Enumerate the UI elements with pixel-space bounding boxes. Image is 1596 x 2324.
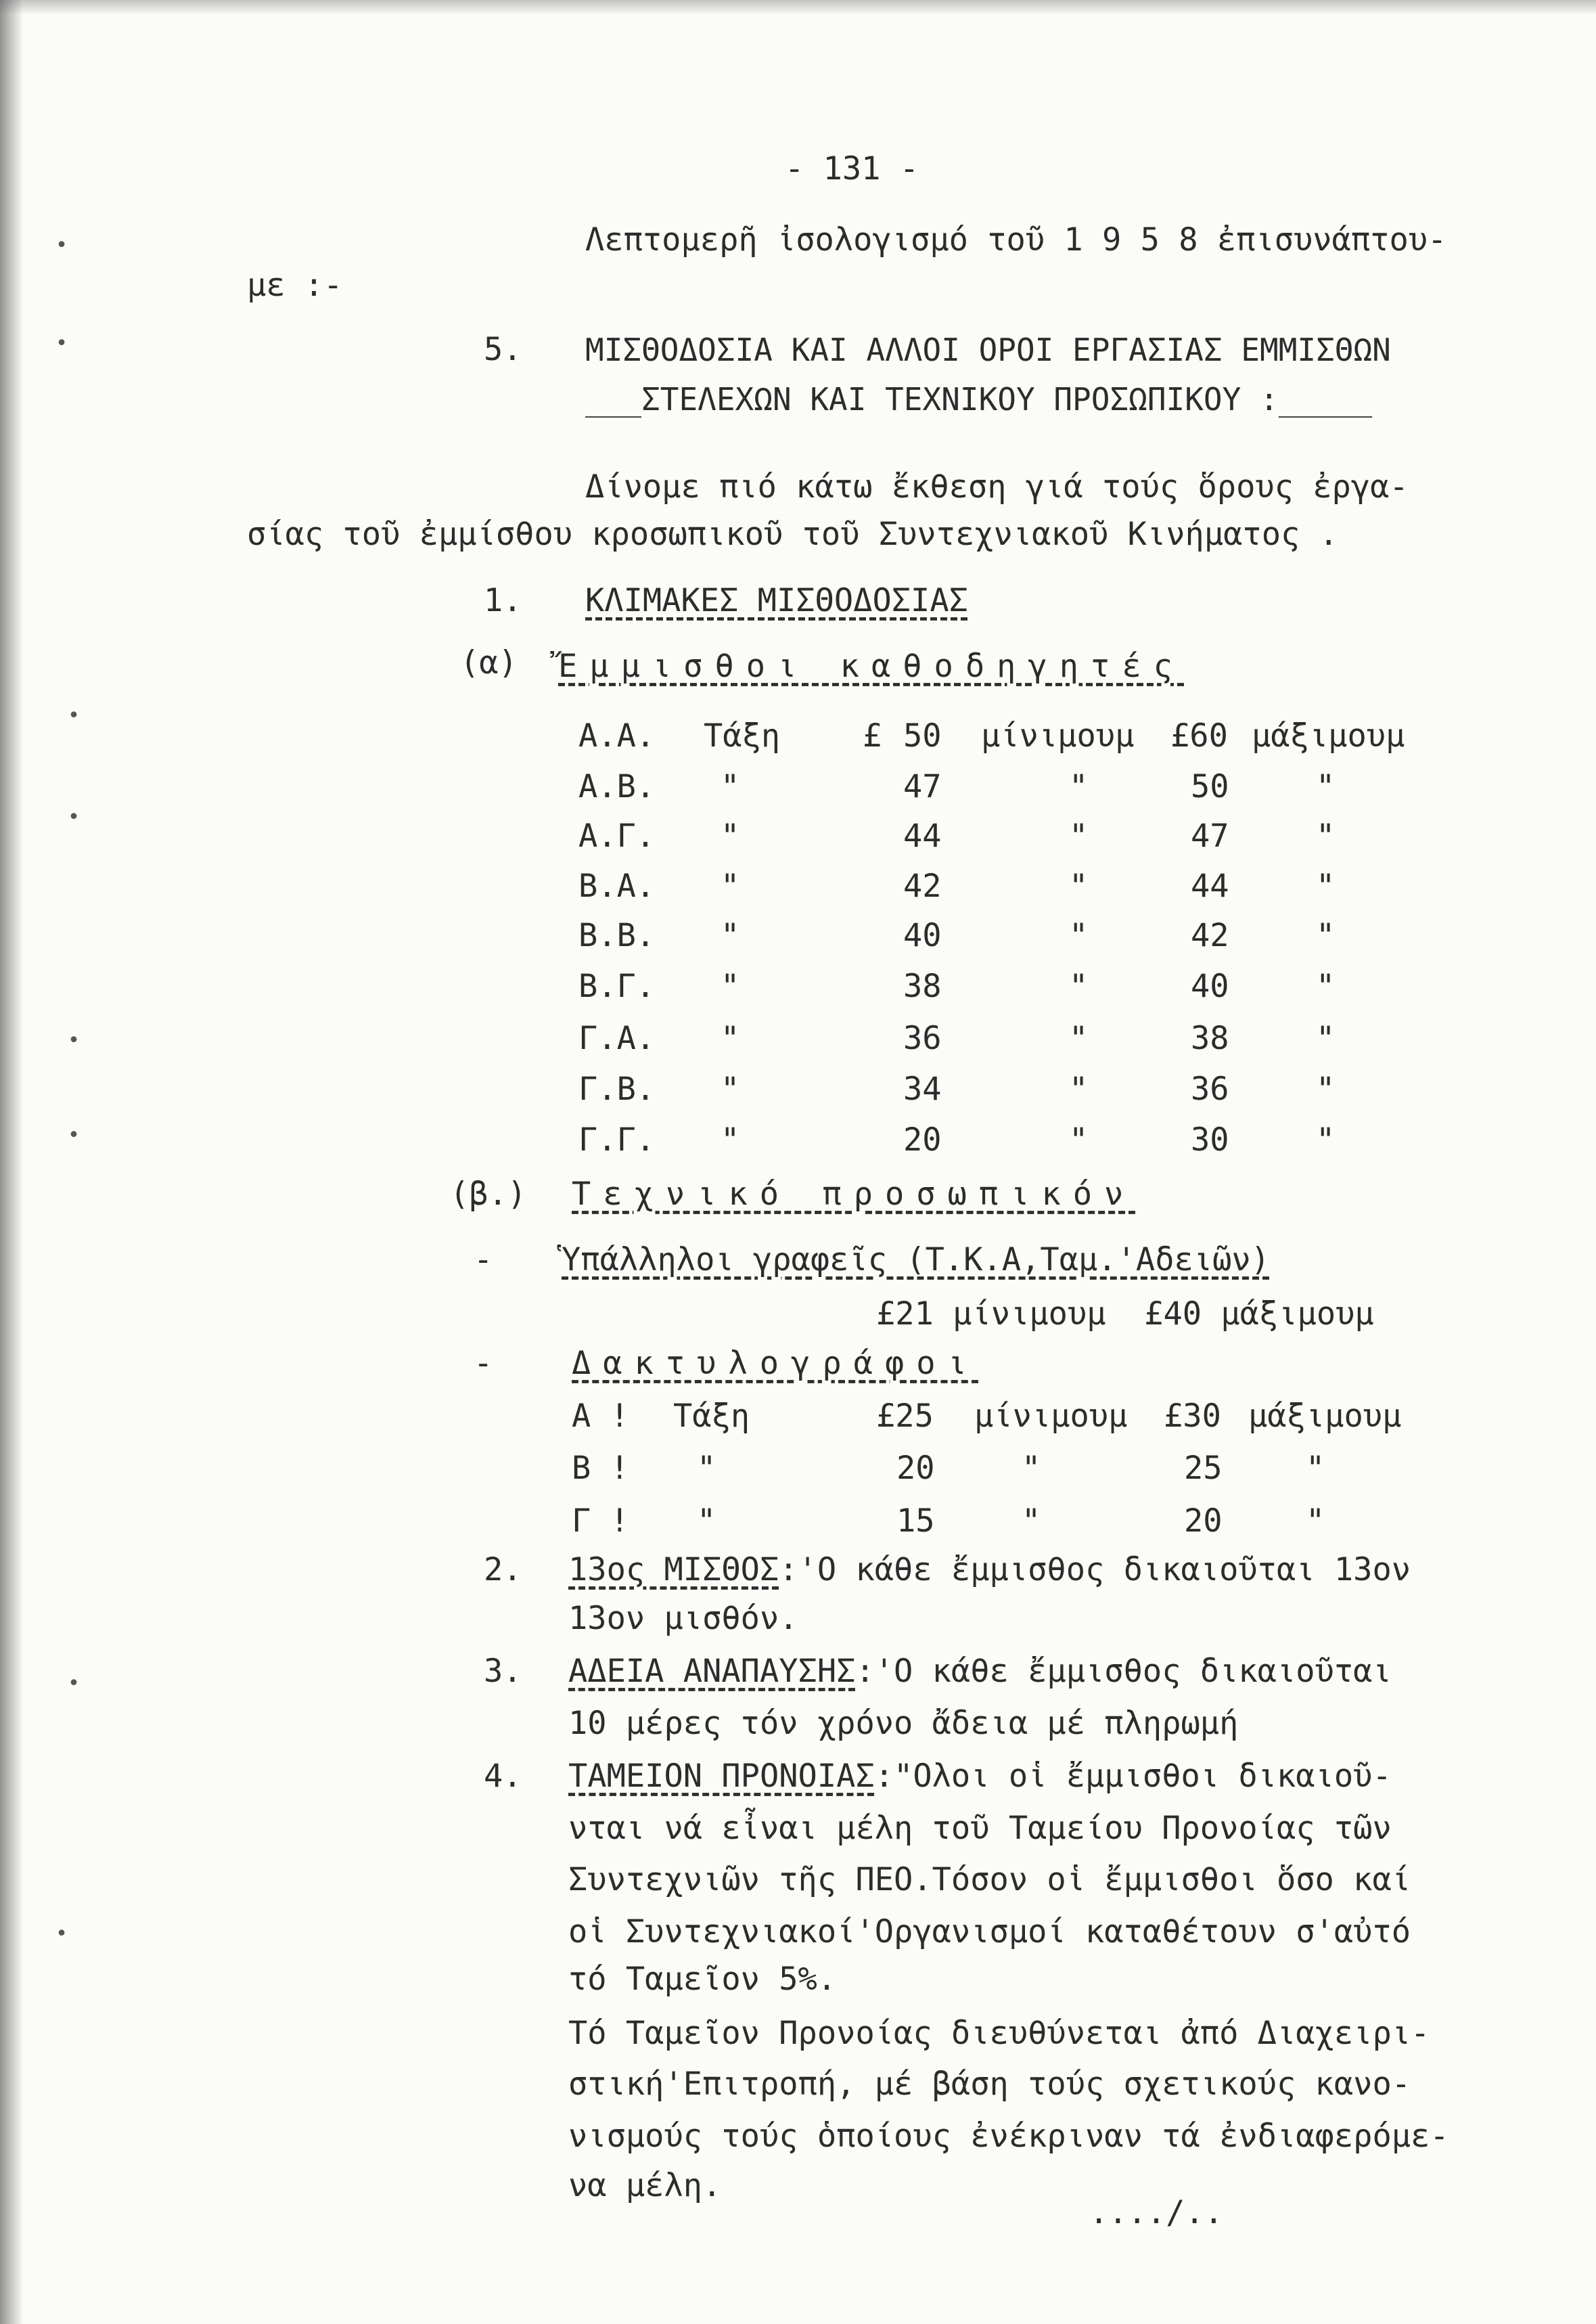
taxi-cell: " [697,1450,716,1487]
subsection-number: 1. [484,582,522,619]
min-word-cell: " [1069,868,1089,905]
max-cell: 25 [1184,1450,1223,1487]
max-word-cell: " [1306,1502,1325,1540]
taxi-cell: Τάξη [704,717,781,755]
max-cell: 20 [1184,1502,1223,1540]
typists-title: Δακτυλογράφοι [572,1345,979,1382]
subsection-text: νται νά εἶναι μέλη τοῦ Ταμείου Προνοίας τῶν [568,1810,1392,1847]
taxi-cell: Τάξη [673,1398,750,1435]
subsection-text: 13ον μισθόν. [568,1600,798,1637]
subsection-title: 13ος ΜΙΣΘΟΣ [568,1551,779,1588]
grade-cell: Β.Β. [578,917,656,954]
currency-cell: £ [863,717,882,755]
max-word-cell: " [1316,1121,1336,1159]
grade-cell: Β.Α. [578,868,656,905]
category-title: Τεχνικό προσωπικόν [572,1176,1136,1213]
max-cell: 36 [1191,1071,1229,1108]
paragraph-line: σίας τοῦ ἐμμίσθου κροσωπικοῦ τοῦ Συντεχνιακοῦ Κινήματος . [247,516,1338,553]
paragraph-line: Δίνομε πιό κάτω ἔκθεση γιά τούς ὅρους ἐργα- [585,468,1409,506]
min-cell: 42 [903,868,942,905]
taxi-cell: " [697,1502,716,1540]
min-cell: 20 [903,1121,942,1159]
grade-cell: Γ ! [572,1502,629,1540]
subsection-title: ΑΔΕΙΑ ΑΝΑΠΑΥΣΗΣ [568,1653,856,1690]
section-number: 5. [484,331,522,368]
continuation-mark: ..../.. [1089,2194,1224,2231]
max-word-cell: " [1316,1020,1336,1057]
clerks-title: Ὑπάλληλοι γραφεῖς (Τ.Κ.Α,Ταμ.'Αδειῶν) [562,1241,1270,1278]
max-word-cell: " [1316,818,1336,855]
dash-marker: - [474,1241,493,1278]
subsection-line [568,1550,1411,1590]
max-cell: 42 [1191,917,1229,954]
min-cell: 20 [896,1450,935,1487]
scan-edge-top [0,0,1596,15]
margin-dot: • [68,1672,81,1695]
grade-cell: Α ! [572,1398,629,1435]
min-cell: £25 [876,1398,934,1435]
subsection-number: 4. [484,1758,522,1795]
clerks-salary: £21 μίνιμουμ £40 μάξιμουμ [876,1295,1374,1333]
max-word-cell: μάξιμουμ [1252,717,1405,755]
min-cell: 40 [903,917,942,954]
min-word-cell: " [1069,768,1089,805]
min-word-cell: μίνιμουμ [974,1398,1128,1435]
section-title: ___ΣΤΕΛΕΧΩΝ ΚΑΙ ΤΕΧΝΙΚΟΥ ΠΡΟΣΩΠΙΚΟΥ :_____ [585,381,1373,418]
scan-edge-left [0,0,23,2324]
max-word-cell: " [1306,1450,1325,1487]
subsection-line [568,1756,1392,1797]
max-word-cell: μάξιμουμ [1248,1398,1402,1435]
subsection-number: 3. [484,1653,522,1690]
min-word-cell: μίνιμουμ [981,717,1135,755]
min-cell: 36 [903,1020,942,1057]
min-cell: 47 [903,768,942,805]
taxi-cell: " [721,868,740,905]
taxi-cell: " [721,917,740,954]
max-cell: 47 [1191,818,1229,855]
taxi-cell: " [721,1121,740,1159]
intro-line: Λεπτομερῆ ἰσολογισμό τοῦ 1 9 5 8 ἐπισυνάπτου- [585,221,1447,259]
grade-cell: Α.Β. [578,768,656,805]
margin-dot: • [68,1123,81,1147]
max-cell: 50 [1191,768,1229,805]
min-cell: 50 [903,717,942,755]
max-cell: 40 [1191,968,1229,1005]
subsection-text: τό Ταμεῖον 5%. [568,1961,837,1998]
category-title: Ἔμμισθοι καθοδηγητές [558,648,1185,685]
min-cell: 15 [896,1502,935,1540]
max-word-cell: " [1316,968,1336,1005]
min-word-cell: " [1022,1502,1041,1540]
min-word-cell: " [1022,1450,1041,1487]
min-word-cell: " [1069,1121,1089,1159]
taxi-cell: " [721,768,740,805]
margin-dot: • [68,704,81,728]
max-cell: 44 [1191,868,1229,905]
subsection-title: ΚΛΙΜΑΚΕΣ ΜΙΣΘΟΔΟΣΙΑΣ [585,582,968,619]
taxi-cell: " [721,1071,740,1108]
margin-dot: • [55,1922,68,1946]
max-cell: 38 [1191,1020,1229,1057]
dash-marker: - [474,1345,493,1382]
subsection-text: :'Ο κάθε ἔμμισθος δικαιοῦται 13ον [779,1551,1411,1588]
subsection-text: οἱ Συντεχνιακοί'Οργανισμοί καταθέτουν σ'αὐτό [568,1913,1411,1950]
max-word-cell: " [1316,868,1336,905]
item-label: (β.) [450,1176,527,1213]
item-label: (α) [460,644,518,681]
margin-dot: • [68,805,81,829]
max-word-cell: " [1316,917,1336,954]
subsection-number: 2. [484,1551,522,1588]
min-word-cell: " [1069,917,1089,954]
subsection-text: νισμούς τούς ὁποίους ἐνέκριναν τά ἐνδιαφερόμε- [568,2118,1449,2155]
page-number: - 131 - [785,150,919,187]
margin-dot: • [55,233,68,257]
min-cell: 34 [903,1071,942,1108]
subsection-title: ΤΑΜΕΙΟΝ ΠΡΟΝΟΙΑΣ [568,1758,875,1795]
taxi-cell: " [721,818,740,855]
min-cell: 38 [903,968,942,1005]
grade-cell: Γ.Α. [578,1020,656,1057]
grade-cell: Β.Γ. [578,968,656,1005]
subsection-text: :'Ο κάθε ἔμμισθος δικαιοῦται [855,1653,1392,1690]
min-word-cell: " [1069,818,1089,855]
max-word-cell: " [1316,1071,1336,1108]
grade-cell: Α.Γ. [578,818,656,855]
taxi-cell: " [721,968,740,1005]
margin-dot: • [68,1029,81,1052]
taxi-cell: " [721,1020,740,1057]
max-cell: 30 [1191,1121,1229,1159]
grade-cell: Γ.Γ. [578,1121,656,1159]
max-cell: £60 [1170,717,1228,755]
section-title: ΜΙΣΘΟΔΟΣΙΑ ΚΑΙ ΑΛΛΟΙ ΟΡΟΙ ΕΡΓΑΣΙΑΣ ΕΜΜΙΣΘΩΝ [585,332,1391,368]
intro-line: με :- [247,267,343,304]
subsection-text: Τό Ταμεῖον Προνοίας διευθύνεται ἀπό Διαχειρι- [568,2015,1430,2052]
grade-cell: Α.Α. [578,717,656,755]
subsection-text: 10 μέρες τόν χρόνο ἄδεια μέ πληρωμή [568,1705,1239,1742]
max-cell: £30 [1164,1398,1221,1435]
min-word-cell: " [1069,1020,1089,1057]
min-word-cell: " [1069,968,1089,1005]
grade-cell: Β ! [572,1450,629,1487]
subsection-line [568,1651,1392,1692]
min-cell: 44 [903,818,942,855]
grade-cell: Γ.Β. [578,1071,656,1108]
margin-dot: • [55,332,68,355]
subsection-text: :"Ολοι οἱ ἔμμισθοι δικαιοῦ- [874,1758,1392,1795]
min-word-cell: " [1069,1071,1089,1108]
subsection-text: Συντεχνιῶν τῆς ΠΕΟ.Τόσον οἱ ἔμμισθοι ὅσο καί [568,1861,1411,1898]
subsection-text: στική'Επιτροπή, μέ βάση τούς σχετικούς κανο- [568,2065,1411,2103]
max-word-cell: " [1316,768,1336,805]
subsection-text: να μέλη. [568,2167,722,2204]
